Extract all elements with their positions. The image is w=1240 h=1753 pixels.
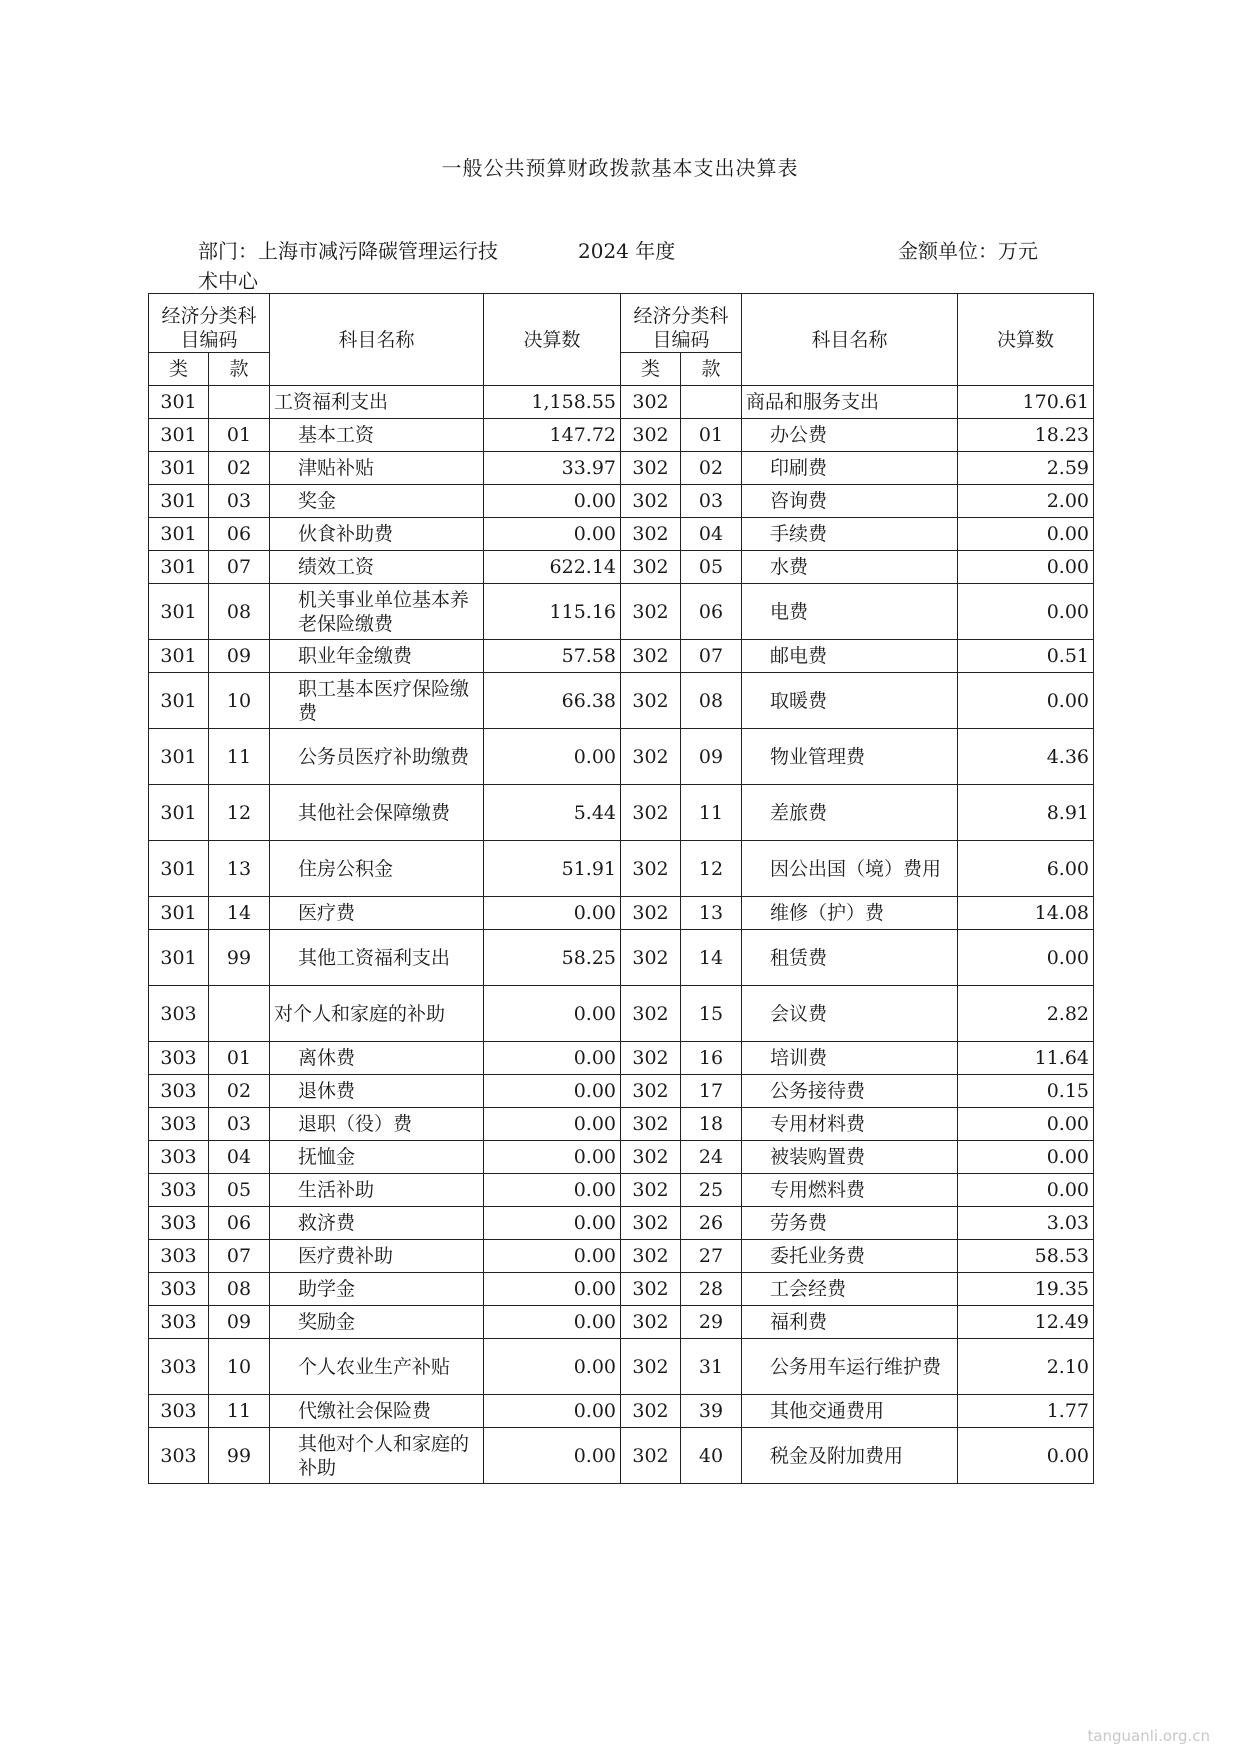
table-row <box>149 841 1094 897</box>
table-row <box>149 930 1094 986</box>
lei-right-cell: 302 <box>621 1339 681 1395</box>
kuan-left-cell: 10 <box>209 673 270 729</box>
kuan-right-cell: 31 <box>681 1339 742 1395</box>
amount-right-cell: 0.51 <box>958 640 1094 673</box>
subject-name-right-cell: 会议费 <box>742 986 958 1042</box>
lei-right-cell: 302 <box>621 1428 681 1484</box>
kuan-left-cell: 03 <box>209 1108 270 1141</box>
amount-right-cell: 58.53 <box>958 1240 1094 1273</box>
amount-unit-label: 金额单位：万元 <box>898 239 1038 263</box>
amount-right-cell: 12.49 <box>958 1306 1094 1339</box>
amount-right-cell: 0.00 <box>958 1428 1094 1484</box>
lei-right-cell: 302 <box>621 386 681 419</box>
kuan-left-cell: 04 <box>209 1141 270 1174</box>
table-row <box>149 1339 1094 1395</box>
kuan-right-cell: 17 <box>681 1075 742 1108</box>
amount-left-cell: 0.00 <box>484 1339 621 1395</box>
fiscal-year-label: 2024 年度 <box>578 239 676 263</box>
subject-name-left-cell: 奖金 <box>270 485 484 518</box>
kuan-right-cell: 18 <box>681 1108 742 1141</box>
table-row <box>149 386 1094 419</box>
lei-left-cell: 301 <box>149 518 209 551</box>
subject-name-left-cell: 伙食补助费 <box>270 518 484 551</box>
kuan-right-cell: 07 <box>681 640 742 673</box>
table-row <box>149 551 1094 584</box>
lei-right-cell: 302 <box>621 1273 681 1306</box>
lei-right-cell: 302 <box>621 640 681 673</box>
subject-name-right-cell: 取暖费 <box>742 673 958 729</box>
lei-right-cell: 302 <box>621 1395 681 1428</box>
lei-left-cell: 303 <box>149 1108 209 1141</box>
lei-right-cell: 302 <box>621 986 681 1042</box>
subject-name-header-right: 科目名称 <box>742 294 958 386</box>
kuan-right-cell: 06 <box>681 584 742 640</box>
subject-name-left-cell: 抚恤金 <box>270 1141 484 1174</box>
kuan-right-cell: 01 <box>681 419 742 452</box>
lei-right-cell: 302 <box>621 673 681 729</box>
lei-right-cell: 302 <box>621 419 681 452</box>
table-row <box>149 1108 1094 1141</box>
table-row <box>149 785 1094 841</box>
kuan-left-cell: 14 <box>209 897 270 930</box>
amount-left-cell: 0.00 <box>484 1174 621 1207</box>
kuan-left-cell: 09 <box>209 1306 270 1339</box>
page-title: 一般公共预算财政拨款基本支出决算表 <box>441 156 799 180</box>
subject-name-left-cell: 助学金 <box>270 1273 484 1306</box>
subject-name-right-cell: 邮电费 <box>742 640 958 673</box>
kuan-left-cell: 07 <box>209 551 270 584</box>
amount-left-cell: 0.00 <box>484 1075 621 1108</box>
table-row <box>149 1273 1094 1306</box>
subject-name-right-cell: 工会经费 <box>742 1273 958 1306</box>
subject-name-right-cell: 公务用车运行维护费 <box>742 1339 958 1395</box>
lei-right-cell: 302 <box>621 551 681 584</box>
kuan-header-left: 款 <box>209 353 270 386</box>
amount-left-cell: 0.00 <box>484 1042 621 1075</box>
lei-right-cell: 302 <box>621 518 681 551</box>
subject-name-right-cell: 差旅费 <box>742 785 958 841</box>
econ-code-header-left: 经济分类科目编码 <box>149 294 270 353</box>
lei-left-cell: 301 <box>149 841 209 897</box>
table-row <box>149 584 1094 640</box>
amount-left-cell: 115.16 <box>484 584 621 640</box>
amount-right-cell: 6.00 <box>958 841 1094 897</box>
amount-left-cell: 0.00 <box>484 729 621 785</box>
table-row <box>149 1306 1094 1339</box>
lei-left-cell: 303 <box>149 1428 209 1484</box>
subject-name-left-cell: 机关事业单位基本养老保险缴费 <box>270 584 484 640</box>
kuan-right-cell: 03 <box>681 485 742 518</box>
amount-right-cell: 3.03 <box>958 1207 1094 1240</box>
subject-name-right-cell: 福利费 <box>742 1306 958 1339</box>
kuan-right-cell: 24 <box>681 1141 742 1174</box>
amount-right-cell: 0.15 <box>958 1075 1094 1108</box>
amount-right-cell: 0.00 <box>958 551 1094 584</box>
lei-header-left: 类 <box>149 353 209 386</box>
amount-right-cell: 0.00 <box>958 518 1094 551</box>
lei-right-cell: 302 <box>621 584 681 640</box>
lei-right-cell: 302 <box>621 1042 681 1075</box>
kuan-right-cell: 08 <box>681 673 742 729</box>
subject-name-left-cell: 绩效工资 <box>270 551 484 584</box>
amount-right-cell: 0.00 <box>958 673 1094 729</box>
lei-left-cell: 301 <box>149 551 209 584</box>
amount-left-cell: 0.00 <box>484 1207 621 1240</box>
amount-right-cell: 8.91 <box>958 785 1094 841</box>
lei-left-cell: 301 <box>149 897 209 930</box>
subject-name-left-cell: 其他社会保障缴费 <box>270 785 484 841</box>
lei-left-cell: 301 <box>149 930 209 986</box>
lei-right-cell: 302 <box>621 485 681 518</box>
lei-right-cell: 302 <box>621 1306 681 1339</box>
amount-left-cell: 58.25 <box>484 930 621 986</box>
amount-left-cell: 147.72 <box>484 419 621 452</box>
lei-left-cell: 303 <box>149 986 209 1042</box>
table-row <box>149 1141 1094 1174</box>
lei-right-cell: 302 <box>621 841 681 897</box>
table-row <box>149 485 1094 518</box>
kuan-right-cell: 15 <box>681 986 742 1042</box>
kuan-left-cell: 99 <box>209 930 270 986</box>
subject-name-left-cell: 津贴补贴 <box>270 452 484 485</box>
kuan-right-cell <box>681 386 742 419</box>
table-row <box>149 986 1094 1042</box>
subject-name-right-cell: 因公出国（境）费用 <box>742 841 958 897</box>
kuan-right-cell: 29 <box>681 1306 742 1339</box>
lei-left-cell: 303 <box>149 1141 209 1174</box>
table-row <box>149 1207 1094 1240</box>
amount-left-cell: 0.00 <box>484 1141 621 1174</box>
lei-left-cell: 301 <box>149 785 209 841</box>
amount-left-cell: 66.38 <box>484 673 621 729</box>
kuan-left-cell: 02 <box>209 452 270 485</box>
subject-name-right-cell: 公务接待费 <box>742 1075 958 1108</box>
kuan-right-cell: 16 <box>681 1042 742 1075</box>
amount-left-cell: 1,158.55 <box>484 386 621 419</box>
kuan-left-cell: 12 <box>209 785 270 841</box>
subject-name-right-cell: 专用材料费 <box>742 1108 958 1141</box>
subject-name-left-cell: 退职（役）费 <box>270 1108 484 1141</box>
lei-right-cell: 302 <box>621 785 681 841</box>
amount-right-cell: 4.36 <box>958 729 1094 785</box>
amount-header-left: 决算数 <box>484 294 621 386</box>
lei-left-cell: 301 <box>149 485 209 518</box>
subject-name-right-cell: 委托业务费 <box>742 1240 958 1273</box>
subject-name-left-cell: 医疗费 <box>270 897 484 930</box>
subject-name-left-cell: 代缴社会保险费 <box>270 1395 484 1428</box>
lei-left-cell: 303 <box>149 1306 209 1339</box>
subject-name-left-cell: 退休费 <box>270 1075 484 1108</box>
subject-name-left-cell: 个人农业生产补贴 <box>270 1339 484 1395</box>
lei-left-cell: 303 <box>149 1339 209 1395</box>
amount-left-cell: 0.00 <box>484 1395 621 1428</box>
lei-right-cell: 302 <box>621 930 681 986</box>
lei-left-cell: 303 <box>149 1207 209 1240</box>
kuan-right-cell: 14 <box>681 930 742 986</box>
subject-name-left-cell: 其他工资福利支出 <box>270 930 484 986</box>
subject-name-left-cell: 生活补助 <box>270 1174 484 1207</box>
subject-name-right-cell: 劳务费 <box>742 1207 958 1240</box>
kuan-right-cell: 09 <box>681 729 742 785</box>
table-row <box>149 673 1094 729</box>
lei-header-right: 类 <box>621 353 681 386</box>
table-row <box>149 640 1094 673</box>
lei-left-cell: 303 <box>149 1395 209 1428</box>
kuan-right-cell: 27 <box>681 1240 742 1273</box>
subject-name-right-cell: 其他交通费用 <box>742 1395 958 1428</box>
kuan-right-cell: 04 <box>681 518 742 551</box>
lei-left-cell: 301 <box>149 386 209 419</box>
subject-name-right-cell: 商品和服务支出 <box>742 386 958 419</box>
table-row <box>149 419 1094 452</box>
amount-left-cell: 0.00 <box>484 1240 621 1273</box>
subject-name-left-cell: 基本工资 <box>270 419 484 452</box>
amount-right-cell: 0.00 <box>958 1141 1094 1174</box>
amount-left-cell: 0.00 <box>484 986 621 1042</box>
econ-code-header-right: 经济分类科目编码 <box>621 294 742 353</box>
kuan-left-cell <box>209 986 270 1042</box>
kuan-right-cell: 39 <box>681 1395 742 1428</box>
subject-name-left-cell: 医疗费补助 <box>270 1240 484 1273</box>
table-row <box>149 1240 1094 1273</box>
lei-left-cell: 301 <box>149 640 209 673</box>
subject-name-right-cell: 办公费 <box>742 419 958 452</box>
kuan-right-cell: 28 <box>681 1273 742 1306</box>
kuan-left-cell: 11 <box>209 1395 270 1428</box>
lei-right-cell: 302 <box>621 729 681 785</box>
kuan-right-cell: 25 <box>681 1174 742 1207</box>
kuan-left-cell <box>209 386 270 419</box>
subject-name-right-cell: 物业管理费 <box>742 729 958 785</box>
subject-name-left-cell: 奖励金 <box>270 1306 484 1339</box>
kuan-left-cell: 01 <box>209 419 270 452</box>
kuan-left-cell: 09 <box>209 640 270 673</box>
subject-name-right-cell: 印刷费 <box>742 452 958 485</box>
amount-right-cell: 2.10 <box>958 1339 1094 1395</box>
amount-left-cell: 57.58 <box>484 640 621 673</box>
lei-left-cell: 301 <box>149 729 209 785</box>
department-label: 部门：上海市减污降碳管理运行技术中心 <box>198 239 498 293</box>
amount-right-cell: 11.64 <box>958 1042 1094 1075</box>
lei-left-cell: 303 <box>149 1174 209 1207</box>
table-body <box>149 386 1094 1484</box>
lei-right-cell: 302 <box>621 1108 681 1141</box>
subject-name-right-cell: 被装购置费 <box>742 1141 958 1174</box>
kuan-left-cell: 07 <box>209 1240 270 1273</box>
amount-right-cell: 0.00 <box>958 584 1094 640</box>
lei-right-cell: 302 <box>621 1174 681 1207</box>
amount-left-cell: 0.00 <box>484 1428 621 1484</box>
kuan-left-cell: 99 <box>209 1428 270 1484</box>
lei-left-cell: 303 <box>149 1042 209 1075</box>
amount-left-cell: 0.00 <box>484 1273 621 1306</box>
lei-right-cell: 302 <box>621 897 681 930</box>
kuan-left-cell: 11 <box>209 729 270 785</box>
subject-name-left-cell: 工资福利支出 <box>270 386 484 419</box>
amount-right-cell: 2.82 <box>958 986 1094 1042</box>
kuan-left-cell: 03 <box>209 485 270 518</box>
kuan-right-cell: 12 <box>681 841 742 897</box>
table-row <box>149 1042 1094 1075</box>
lei-left-cell: 303 <box>149 1273 209 1306</box>
subject-name-left-cell: 职工基本医疗保险缴费 <box>270 673 484 729</box>
amount-right-cell: 18.23 <box>958 419 1094 452</box>
subject-name-left-cell: 其他对个人和家庭的补助 <box>270 1428 484 1484</box>
kuan-right-cell: 26 <box>681 1207 742 1240</box>
kuan-right-cell: 40 <box>681 1428 742 1484</box>
lei-right-cell: 302 <box>621 1240 681 1273</box>
lei-left-cell: 301 <box>149 452 209 485</box>
amount-left-cell: 0.00 <box>484 485 621 518</box>
kuan-left-cell: 01 <box>209 1042 270 1075</box>
kuan-left-cell: 05 <box>209 1174 270 1207</box>
lei-left-cell: 303 <box>149 1075 209 1108</box>
subject-name-right-cell: 水费 <box>742 551 958 584</box>
subject-name-right-cell: 手续费 <box>742 518 958 551</box>
lei-right-cell: 302 <box>621 452 681 485</box>
kuan-right-cell: 13 <box>681 897 742 930</box>
lei-left-cell: 301 <box>149 673 209 729</box>
subject-name-left-cell: 公务员医疗补助缴费 <box>270 729 484 785</box>
table-row <box>149 1174 1094 1207</box>
amount-left-cell: 0.00 <box>484 897 621 930</box>
watermark: tanguanli.org.cn <box>1087 1727 1210 1745</box>
kuan-left-cell: 08 <box>209 1273 270 1306</box>
amount-right-cell: 2.00 <box>958 485 1094 518</box>
subject-name-right-cell: 电费 <box>742 584 958 640</box>
kuan-left-cell: 02 <box>209 1075 270 1108</box>
amount-left-cell: 5.44 <box>484 785 621 841</box>
subject-name-left-cell: 住房公积金 <box>270 841 484 897</box>
kuan-left-cell: 08 <box>209 584 270 640</box>
amount-left-cell: 33.97 <box>484 452 621 485</box>
kuan-left-cell: 10 <box>209 1339 270 1395</box>
lei-right-cell: 302 <box>621 1207 681 1240</box>
subject-name-right-cell: 租赁费 <box>742 930 958 986</box>
amount-right-cell: 0.00 <box>958 930 1094 986</box>
kuan-right-cell: 05 <box>681 551 742 584</box>
amount-left-cell: 0.00 <box>484 518 621 551</box>
subject-name-right-cell: 培训费 <box>742 1042 958 1075</box>
amount-right-cell: 0.00 <box>958 1108 1094 1141</box>
table-row <box>149 1395 1094 1428</box>
amount-left-cell: 0.00 <box>484 1306 621 1339</box>
kuan-right-cell: 11 <box>681 785 742 841</box>
amount-right-cell: 170.61 <box>958 386 1094 419</box>
subject-name-left-cell: 职业年金缴费 <box>270 640 484 673</box>
subject-name-right-cell: 维修（护）费 <box>742 897 958 930</box>
kuan-header-right: 款 <box>681 353 742 386</box>
amount-left-cell: 0.00 <box>484 1108 621 1141</box>
table-row <box>149 452 1094 485</box>
kuan-left-cell: 06 <box>209 1207 270 1240</box>
subject-name-right-cell: 税金及附加费用 <box>742 1428 958 1484</box>
amount-right-cell: 1.77 <box>958 1395 1094 1428</box>
amount-right-cell: 19.35 <box>958 1273 1094 1306</box>
kuan-right-cell: 02 <box>681 452 742 485</box>
subject-name-left-cell: 对个人和家庭的补助 <box>270 986 484 1042</box>
subject-name-right-cell: 咨询费 <box>742 485 958 518</box>
lei-left-cell: 301 <box>149 584 209 640</box>
table-row <box>149 1075 1094 1108</box>
lei-right-cell: 302 <box>621 1141 681 1174</box>
subject-name-left-cell: 救济费 <box>270 1207 484 1240</box>
amount-left-cell: 51.91 <box>484 841 621 897</box>
table-row <box>149 1428 1094 1484</box>
amount-right-cell: 2.59 <box>958 452 1094 485</box>
amount-right-cell: 0.00 <box>958 1174 1094 1207</box>
amount-right-cell: 14.08 <box>958 897 1094 930</box>
lei-left-cell: 303 <box>149 1240 209 1273</box>
lei-right-cell: 302 <box>621 1075 681 1108</box>
subject-name-header-left: 科目名称 <box>270 294 484 386</box>
table-row <box>149 729 1094 785</box>
subject-name-right-cell: 专用燃料费 <box>742 1174 958 1207</box>
lei-left-cell: 301 <box>149 419 209 452</box>
amount-header-right: 决算数 <box>958 294 1094 386</box>
amount-left-cell: 622.14 <box>484 551 621 584</box>
kuan-left-cell: 13 <box>209 841 270 897</box>
budget-table <box>148 293 1094 1484</box>
subject-name-left-cell: 离休费 <box>270 1042 484 1075</box>
kuan-left-cell: 06 <box>209 518 270 551</box>
table-row <box>149 518 1094 551</box>
table-row <box>149 897 1094 930</box>
